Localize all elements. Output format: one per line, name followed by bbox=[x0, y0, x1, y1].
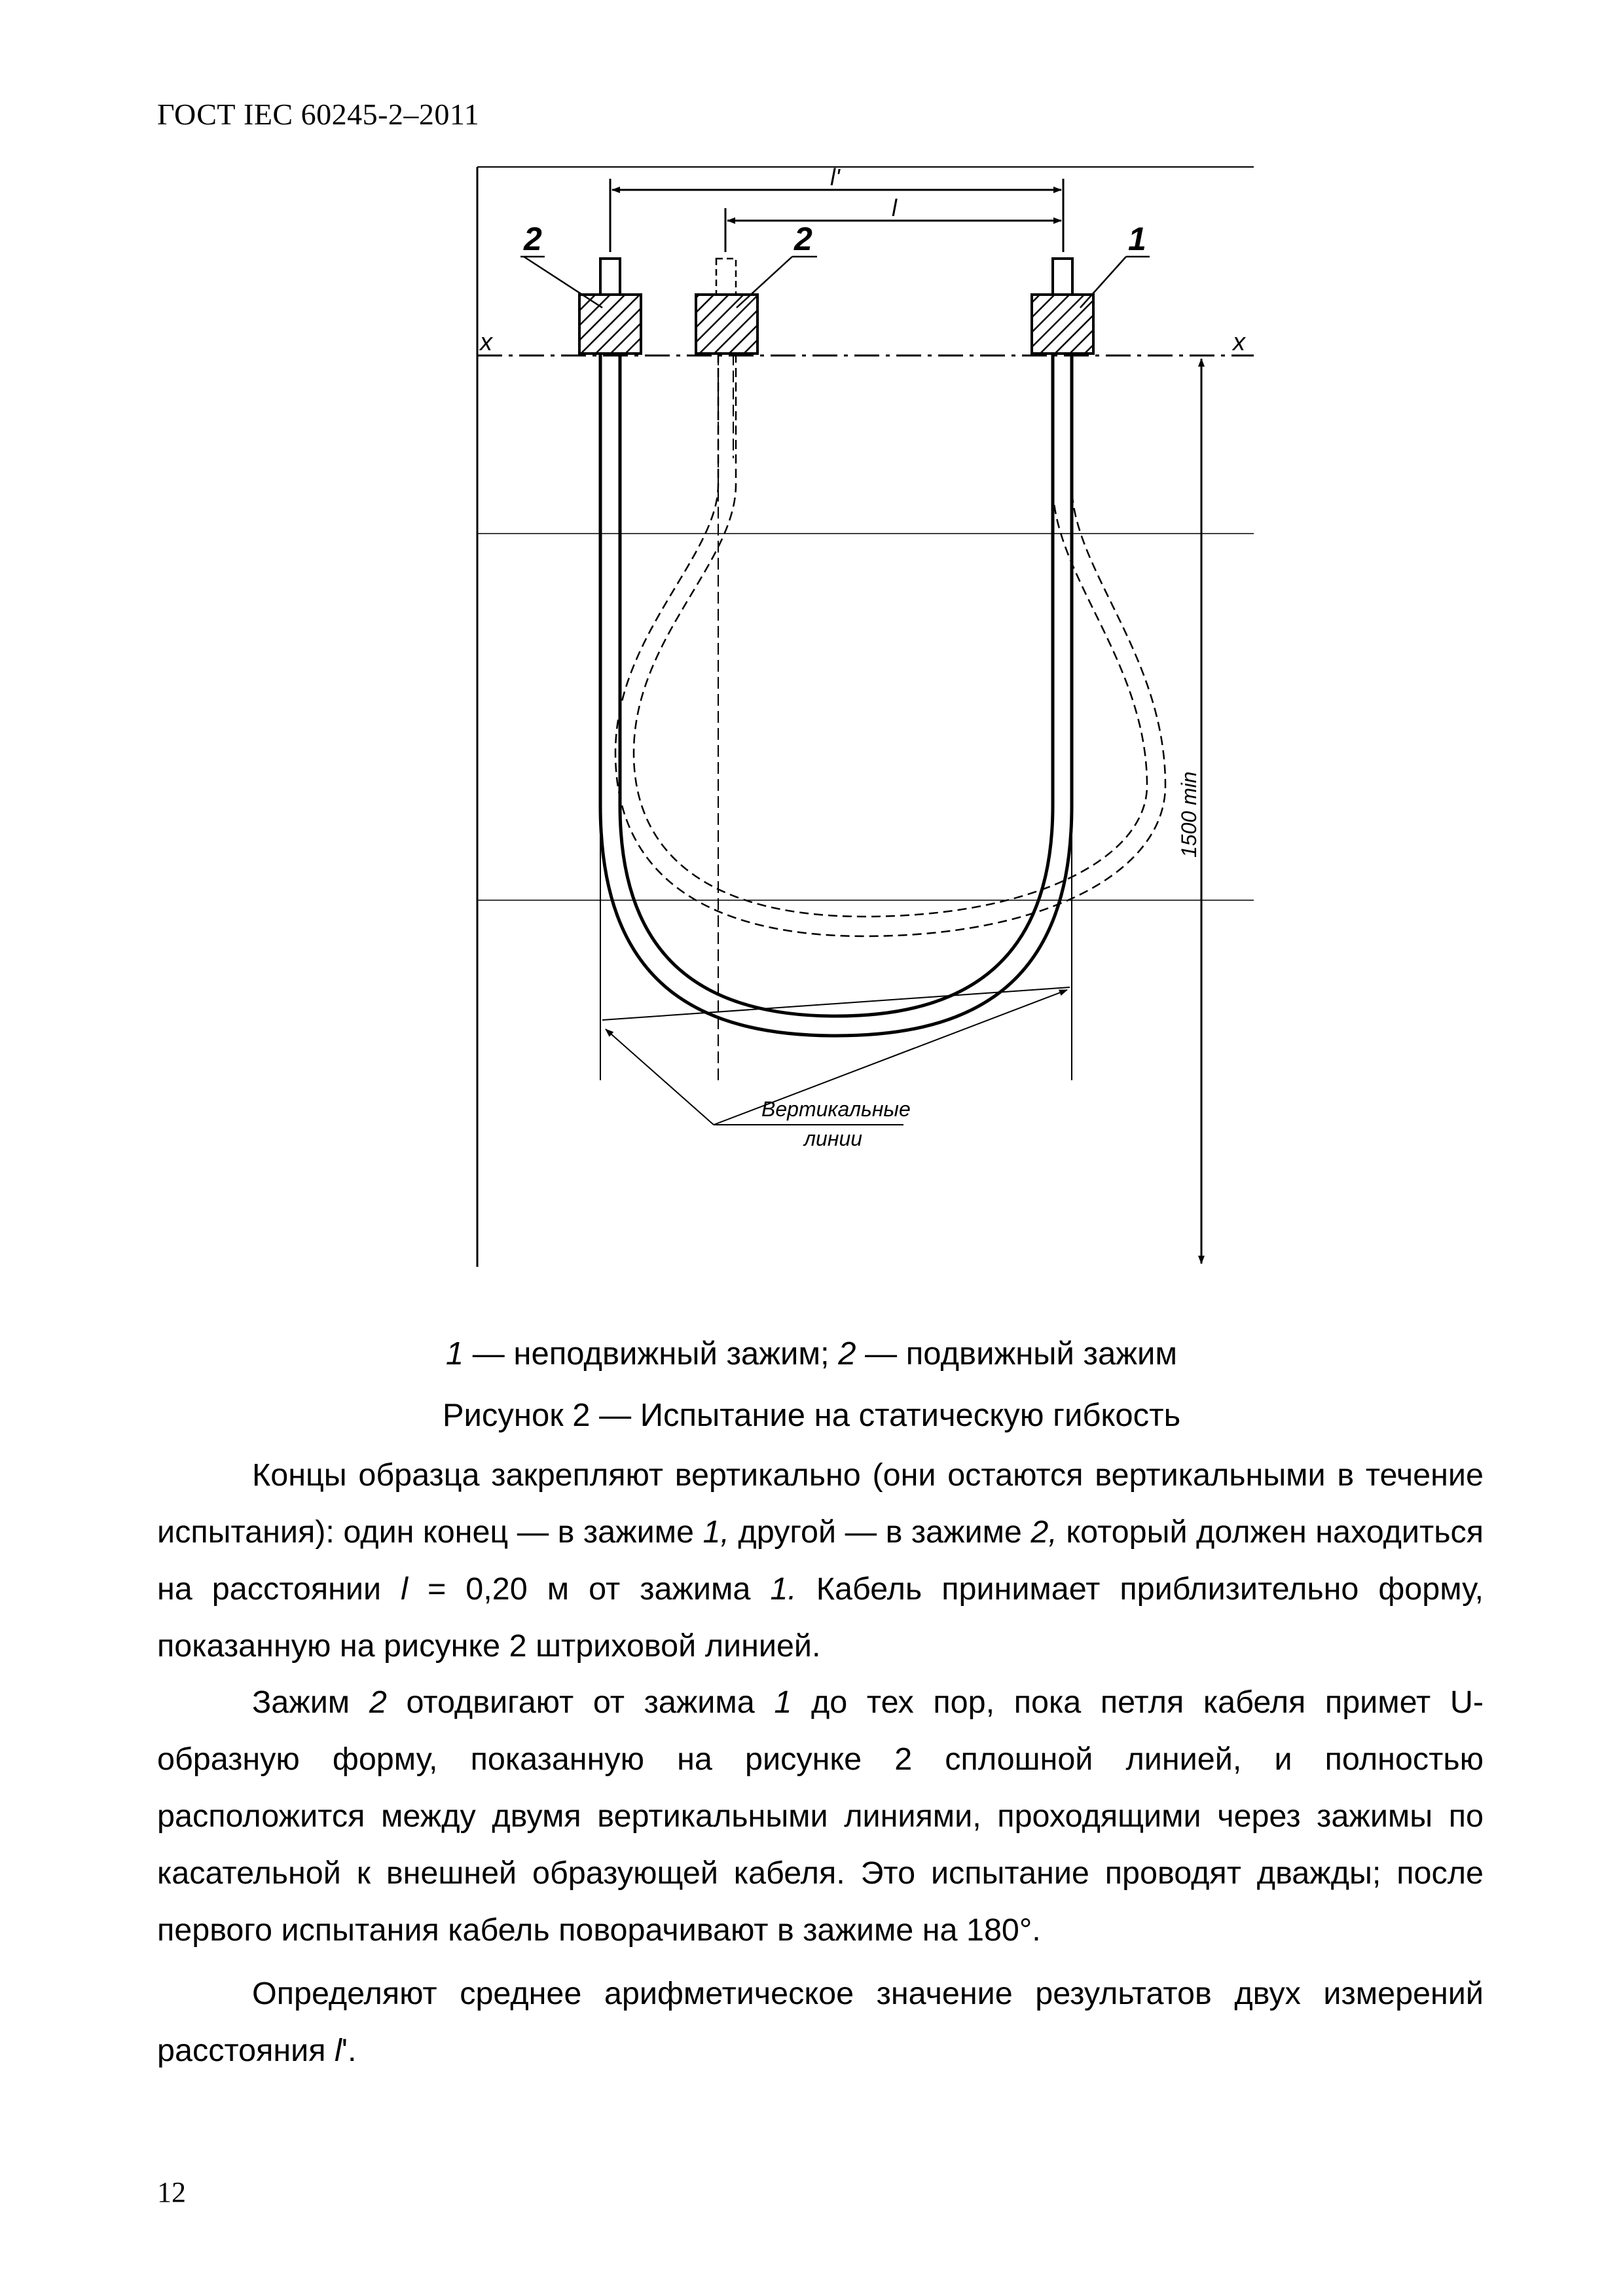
p2-text-c: до тех пор, пока петля кабеля примет U-образную форму, показанную на рисунке 2 сплошной линией, и полностью расположится между двумя вертикальными линиями, проходящими через зажимы по касательной к внешней образующей кабеля. Это испытание проводят дважды; после первого испытания кабель поворачивают в зажиме на 180°. bbox=[157, 1685, 1484, 1948]
p1-clamp-ref-1: 1, bbox=[702, 1514, 729, 1550]
leader-label-2-mid bbox=[737, 257, 792, 308]
document-code: ГОСТ IEC 60245-2–2011 bbox=[157, 98, 480, 131]
moving-clamp-initial bbox=[696, 295, 757, 354]
paragraph-1 bbox=[157, 1447, 1484, 1675]
legend-num-2: 2 bbox=[838, 1336, 856, 1372]
page-number: 12 bbox=[157, 2176, 186, 2208]
figure-title: Рисунок 2 — Испытание на статическую гибкость bbox=[442, 1398, 1181, 1433]
leader-label-1 bbox=[1080, 257, 1126, 308]
right-stub bbox=[1053, 259, 1072, 295]
label-l: l bbox=[892, 194, 897, 221]
p1-clamp-ref-3: 1. bbox=[770, 1571, 797, 1607]
label-vertical-lines-2: линии bbox=[804, 1127, 863, 1150]
p1-text-a: Концы образца закрепляют вертикально (они остаются вертикальными в течение испытания): один конец — в зажиме bbox=[157, 1457, 1484, 1550]
legend-text-2: — подвижный зажим bbox=[856, 1336, 1178, 1372]
label-clamp-2-mid: 2 bbox=[794, 221, 812, 257]
p3-symbol-l: l bbox=[334, 2033, 342, 2068]
cable-u-shape-inner bbox=[620, 354, 1053, 1016]
p3-text-a: Определяют среднее арифметическое значение результатов двух измерений расстояния bbox=[157, 1976, 1484, 2068]
p1-text-d: = 0,20 м от зажима bbox=[407, 1571, 771, 1607]
label-axis-x-right: x bbox=[1233, 329, 1245, 356]
p1-text-c: который должен находиться на расстоянии bbox=[157, 1514, 1484, 1607]
leader-label-2-left bbox=[524, 257, 602, 308]
middle-stub bbox=[716, 259, 736, 295]
label-clamp-1: 1 bbox=[1128, 221, 1146, 257]
p2-text-b: отодвигают от зажима bbox=[386, 1685, 775, 1720]
legend-num-1: 1 bbox=[445, 1336, 464, 1372]
left-stub bbox=[600, 259, 620, 295]
figure-legend bbox=[0, 1336, 1623, 1372]
moving-clamp-left bbox=[579, 295, 641, 354]
p1-text-e: Кабель принимает приблизительно форму, показанную на рисунке 2 штриховой линией. bbox=[157, 1571, 1484, 1664]
paragraph-3 bbox=[157, 1965, 1484, 2079]
p2-text-a: Зажим bbox=[252, 1685, 369, 1720]
paragraph-2 bbox=[157, 1674, 1484, 1959]
label-l-prime: l' bbox=[830, 164, 840, 191]
p1-clamp-ref-2: 2, bbox=[1030, 1514, 1057, 1550]
legend-text-1: — неподвижный зажим; bbox=[464, 1336, 839, 1372]
p2-clamp-ref-2: 1 bbox=[774, 1685, 792, 1720]
cable-u-shape-outer bbox=[600, 354, 1072, 1036]
leader-line-left bbox=[606, 1029, 714, 1125]
cable-loop-outer-dashed bbox=[615, 354, 1165, 936]
p1-text-b: другой — в зажиме bbox=[729, 1514, 1031, 1550]
p2-clamp-ref-1: 2 bbox=[369, 1685, 387, 1720]
p3-text-b: '. bbox=[341, 2033, 357, 2068]
p1-symbol-l: l bbox=[401, 1571, 408, 1607]
label-1500-min: 1500 min bbox=[1177, 771, 1201, 858]
label-axis-x-left: x bbox=[480, 329, 492, 356]
label-clamp-2-left: 2 bbox=[524, 221, 542, 257]
label-vertical-lines-1: Вертикальные bbox=[761, 1097, 911, 1121]
